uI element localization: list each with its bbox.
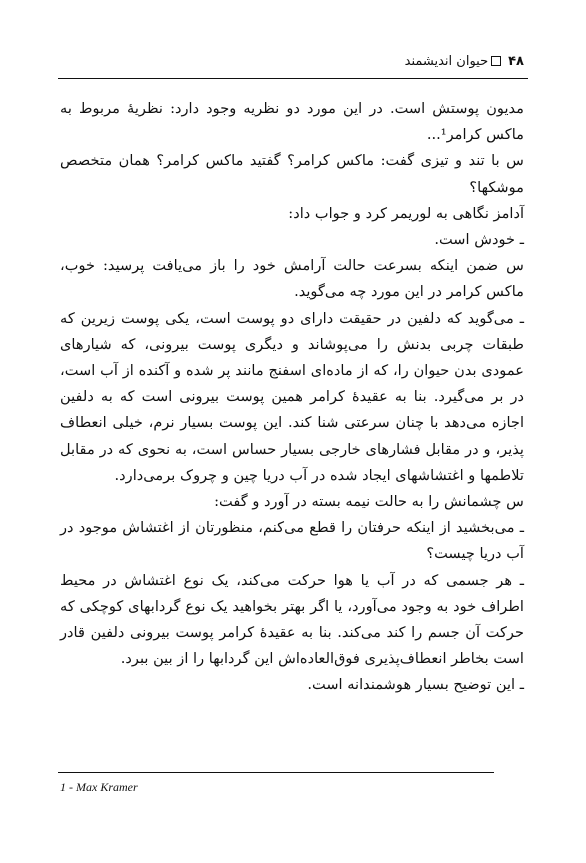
paragraph: ـ می‌بخشید از اینکه حرفتان را قطع می‌کنم، منظورتان از اغتشاش موجود در آب دریا چیست؟ xyxy=(60,519,524,563)
paragraph: ـ خودش است. xyxy=(434,231,524,249)
paragraph: س با تند و تیزی گفت: ماکس کرامر؟ گفتید ماکس کرامر؟ همان متخصص موشکها؟ xyxy=(60,152,524,196)
square-ornament-icon xyxy=(491,56,501,66)
body-text xyxy=(60,96,524,699)
paragraph: آدامز نگاهی به لوریمر کرد و جواب داد: xyxy=(288,204,524,222)
header-rule xyxy=(58,78,528,79)
paragraph: ـ هر جسمی که در آب یا هوا حرکت می‌کند، یک نوع اغتشاش در محیط اطراف خود به وجود می‌آورد، یا اگر بهتر بخواهید یک نوع گردابهای کوچکی که حرکت آن جسم را کند می‌کند. بنا به عقیدهٔ کرامر پوست بیرونی دلفین قادر است بخاطر انعطاف‌پذیری فوق‌العاده‌اش این گردابها را از بین ببرد. xyxy=(60,571,524,668)
paragraph: مدیون پوستش است. در این مورد دو نظریه وجود دارد: نظریهٔ مربوط به ماکس کرامر¹... xyxy=(60,100,524,144)
book-title: حیوان اندیشمند xyxy=(404,53,489,69)
paragraph: ـ این توضیح بسیار هوشمندانه است. xyxy=(307,676,524,694)
paragraph: س چشمانش را به حالت نیمه بسته در آورد و گفت: xyxy=(214,493,524,511)
page-number: ۴۸ xyxy=(508,53,524,69)
footnote-rule xyxy=(58,772,494,773)
running-header xyxy=(60,50,524,72)
footnote: 1 - Max Kramer xyxy=(60,780,138,794)
paragraph: س ضمن اینکه بسرعت حالت آرامش خود را باز می‌یافت پرسید: خوب، ماکس کرامر در این مورد چه می‌گوید. xyxy=(60,257,524,301)
paragraph: ـ می‌گوید که دلفین در حقیقت دارای دو پوست است، یکی پوست زیرین که طبقات چربی بدنش را می‌پوشاند و دیگری پوست بیرونی، که شیارهای عمودی بدن حیوان را، که از ماده‌ای اسفنج مانند پر شده و آکنده از آب است، در بر می‌گیرد. بنا به عقیدهٔ کرامر همین پوست بیرونی است که به دلفین اجازه می‌دهد با چنان سرعتی شنا کند. این پوست بسیار نرم، خیلی انعطاف پذیر، و در مقابل فشارهای خارجی بسیار حساس است، به نحوی که در مقابل تلاطمها و اغتشاشهای ایجاد شده در آب دریا چین و چروک برمی‌دارد. xyxy=(60,309,524,484)
